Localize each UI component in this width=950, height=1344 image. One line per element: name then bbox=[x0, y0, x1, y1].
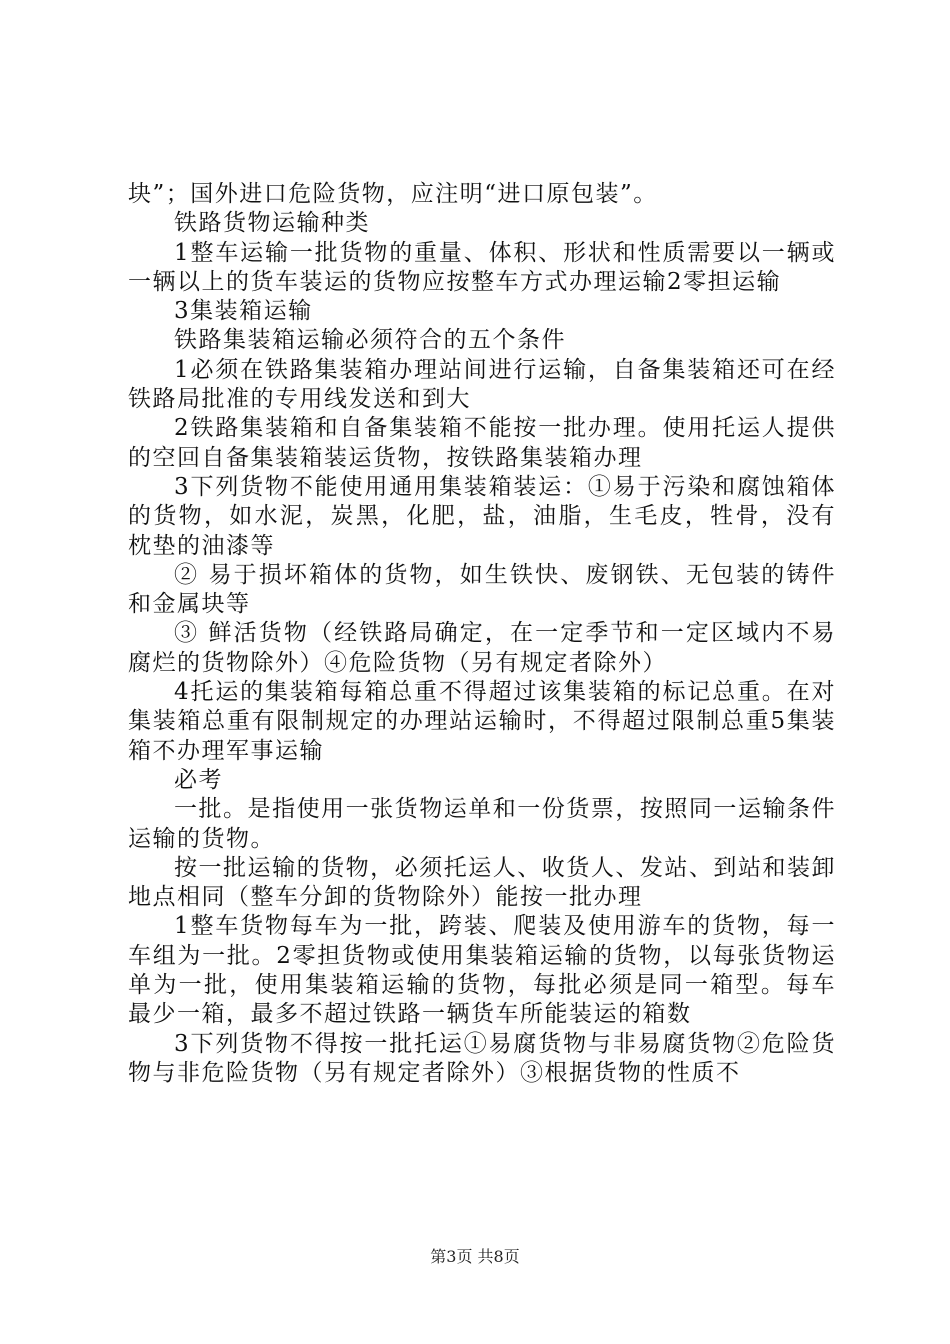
paragraph: 一批。是指使用一张货物运单和一份货票，按照同一运输条件运输的货物。 bbox=[128, 796, 836, 852]
paragraph: 铁路货物运输种类 bbox=[174, 210, 370, 237]
paragraph: 1必须在铁路集装箱办理站间进行运输，自备集装箱还可在经铁路局批准的专用线发送和到大 bbox=[128, 356, 836, 413]
paragraph: 块”；国外进口危险货物，应注明“进口原包装”。 bbox=[128, 181, 658, 207]
paragraph: 1整车运输一批货物的重量、体积、形状和性质需要以一辆或一辆以上的货车装运的货物应按整车方式办理运输2零担运输 bbox=[128, 239, 836, 295]
paragraph: 铁路集装箱运输必须符合的五个条件 bbox=[174, 327, 566, 354]
page-footer bbox=[0, 1244, 950, 1267]
paragraph: 4托运的集装箱每箱总重不得超过该集装箱的标记总重。在对集装箱总重有限制规定的办理站运输时，不得超过限制总重5集装箱不办理军事运输 bbox=[128, 679, 836, 764]
paragraph: 3下列货物不得按一批托运①易腐货物与非易腐货物②危险货物与非危险货物（另有规定者除外）③根据货物的性质不 bbox=[128, 1030, 836, 1086]
paragraph: 1整车货物每车为一批，跨装、爬装及使用游车的货物，每一车组为一批。2零担货物或使用集装箱运输的货物，以每张货物运单为一批，使用集装箱运输的货物，每批必须是同一箱型。每车最少一箱，最多不超过铁路一辆货车所能装运的箱数 bbox=[128, 913, 836, 1028]
paragraph: ③ 鲜活货物（经铁路局确定，在一定季节和一定区域内不易腐烂的货物除外）④危险货物（另有规定者除外） bbox=[128, 620, 836, 676]
paragraph: 3下列货物不能使用通用集装箱装运：①易于污染和腐蚀箱体的货物，如水泥，炭黑，化肥，盐，油脂，生毛皮，牲骨，没有枕垫的油漆等 bbox=[128, 473, 836, 559]
paragraph: 2铁路集装箱和自备集装箱不能按一批办理。使用托运人提供的空回自备集装箱装运货物，按铁路集装箱办理 bbox=[128, 415, 836, 471]
paragraph: 必考 bbox=[174, 766, 223, 793]
paragraph: ② 易于损坏箱体的货物，如生铁快、废钢铁、无包装的铸件和金属块等 bbox=[128, 561, 836, 618]
document-body bbox=[128, 180, 836, 1088]
page-number-label: 第3页 共8页 bbox=[430, 1247, 520, 1266]
paragraph: 3集装箱运输 bbox=[174, 298, 313, 325]
paragraph: 按一批运输的货物，必须托运人、收货人、发站、到站和装卸地点相同（整车分卸的货物除外）能按一批办理 bbox=[128, 854, 836, 911]
